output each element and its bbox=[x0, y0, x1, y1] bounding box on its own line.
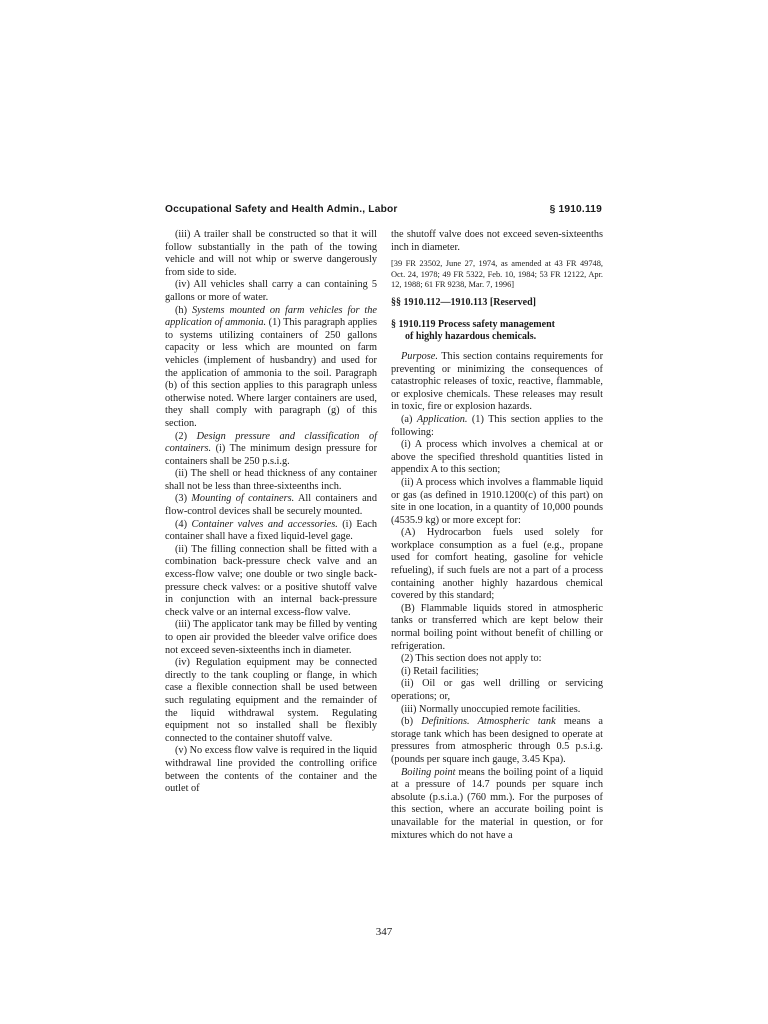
italic-heading: Application. bbox=[416, 413, 468, 425]
italic-heading: Container valves and accessories. bbox=[191, 518, 338, 530]
paragraph: (v) No excess flow valve is required in the liquid withdrawal line provided the controlling orifice between the contents of the container and the outlet of bbox=[165, 745, 377, 795]
text-run: (1) This section applies to the following: bbox=[391, 413, 603, 438]
paragraph bbox=[391, 767, 603, 843]
paragraph bbox=[391, 414, 603, 439]
paragraph bbox=[165, 305, 377, 431]
section-heading-line: § 1910.119 Process safety management bbox=[391, 318, 555, 330]
text-run: This section contains requirements for preventing or minimizing the consequences of catastrophic releases of toxic, reactive, flammable, or explosive chemicals. These releases may result in toxic, fire or explosion hazards. bbox=[391, 350, 603, 413]
reserved-heading: §§ 1910.112—1910.113 [Reserved] bbox=[391, 296, 536, 308]
running-header bbox=[165, 204, 602, 220]
paragraph: (ii) The filling connection shall be fitted with a combination back-pressure check valve and an excess-flow valve; one double or two single back-pressure check valves: or a positive shutoff valve in conjunction with an internal back-pressure check valve or an internal excess-flow valve. bbox=[165, 543, 377, 618]
paragraph: (2) This section does not apply to: bbox=[401, 653, 542, 665]
right-column bbox=[391, 229, 603, 842]
left-column bbox=[165, 229, 377, 796]
text-run: All containers and flow-control devices shall be securely mounted. bbox=[165, 493, 377, 518]
text-run: (i) Each container shall have a fixed liquid-level gage. bbox=[165, 518, 377, 543]
paragraph: (iii) Normally unoccupied remote facilities. bbox=[401, 703, 581, 715]
text-run: (4) bbox=[175, 518, 192, 530]
text-run: (3) bbox=[175, 493, 192, 505]
paragraph: (ii) A process which involves a flammable liquid or gas (as defined in 1910.1200(c) of this part) on site in one location, in a quantity of 10,000 pounds (4535.9 kg) or more except for: bbox=[391, 476, 603, 526]
paragraph: (i) A process which involves a chemical at or above the specified threshold quantities listed in appendix A to this section; bbox=[391, 439, 603, 476]
italic-heading: Design pressure and classification of containers. bbox=[165, 430, 377, 455]
section-heading bbox=[391, 319, 603, 343]
paragraph bbox=[165, 519, 377, 544]
paragraph bbox=[165, 431, 377, 469]
paragraph: (ii) The shell or head thickness of any container shall not be less than three-sixteenths inch. bbox=[165, 468, 377, 492]
paragraph bbox=[391, 716, 603, 766]
amendment-citation: [39 FR 23502, June 27, 1974, as amended at 43 FR 49748, Oct. 24, 1978; 49 FR 5322, Feb. 10, 1984; 53 FR 12122, Apr. 12, 1988; 61 FR 9238, Mar. 7, 1996] bbox=[391, 259, 603, 290]
text-run: (a) bbox=[401, 413, 417, 425]
paragraph bbox=[391, 351, 603, 414]
header-section: § 1910.119 bbox=[549, 204, 602, 215]
paragraph: (iv) Regulation equipment may be connected directly to the tank coupling or flange, in which case a flexible connection shall be used between such regulating equipment and the remainder of the liquid withdrawal system. Regulating equipment not so installed shall be flexibly connected to the container shutoff valve. bbox=[165, 657, 377, 744]
text-run: (i) The minimum design pressure for containers shall be 250 p.s.i.g. bbox=[165, 443, 377, 467]
text-run: means the boiling point of a liquid at a pressure of 14.7 pounds per square inch absolute (p.s.i.a.) (760 mm.). For the purposes of this section, where an accurate boiling point is unavailable for the material in question, or for mixtures which do not have a bbox=[391, 766, 603, 841]
italic-heading: Mounting of containers. bbox=[191, 493, 295, 505]
paragraph: (iii) A trailer shall be constructed so that it will follow substantially in the path of the towing vehicle and will not whip or swerve dangerously from side to side. bbox=[165, 229, 377, 278]
paragraph: (iii) The applicator tank may be filled by venting to open air provided the bleeder valve orifice does not exceed seven-sixteenths inch in diameter. bbox=[165, 619, 377, 656]
paragraph: (ii) Oil or gas well drilling or servicing operations; or, bbox=[391, 678, 603, 702]
paragraph: (A) Hydrocarbon fuels used solely for workplace consumption as a fuel (e.g., propane used for comfort heating, gasoline for vehicle refueling), if such fuels are not a part of a process containing another highly hazardous chemical covered by this standard; bbox=[391, 527, 603, 602]
text-run: (b) bbox=[401, 716, 422, 728]
italic-heading: Boiling point bbox=[401, 766, 456, 778]
page-number: 347 bbox=[375, 926, 393, 938]
paragraph: (i) Retail facilities; bbox=[401, 665, 479, 677]
header-agency: Occupational Safety and Health Admin., Labor bbox=[165, 204, 398, 215]
paragraph: (iv) All vehicles shall carry a can containing 5 gallons or more of water. bbox=[165, 279, 377, 303]
spacer bbox=[391, 343, 603, 351]
italic-heading: Definitions. Atmospheric tank bbox=[421, 716, 556, 728]
text-run: (1) This paragraph applies to systems utilizing containers of 250 gallons capacity or less which are mounted on farm vehicles (implement of husbandry) and used for the application of ammonia to the soil. Paragraph (b) of this section applies to this paragraph unless otherwise noted. Where larger containers are used, they shall comply with paragraph (g) of this section. bbox=[165, 317, 377, 429]
paragraph: the shutoff valve does not exceed seven-sixteenths inch in diameter. bbox=[391, 229, 603, 253]
paragraph bbox=[165, 493, 377, 518]
text-run: (h) bbox=[175, 304, 192, 316]
italic-heading: Purpose. bbox=[401, 350, 438, 362]
paragraph: (B) Flammable liquids stored in atmospheric tanks or transferred which are kept below their normal boiling point without benefit of chilling or refrigeration. bbox=[391, 602, 603, 652]
text-run: (2) bbox=[175, 430, 197, 442]
text-run: means a storage tank which has been designed to operate at pressures from atmospheric through 0.5 p.s.i.g. (pounds per square inch gauge, 3.45 Kpa). bbox=[391, 716, 603, 765]
italic-heading: Systems mounted on farm vehicles for the application of ammonia. bbox=[165, 304, 377, 329]
section-heading-line: of highly hazardous chemicals. bbox=[405, 330, 537, 342]
